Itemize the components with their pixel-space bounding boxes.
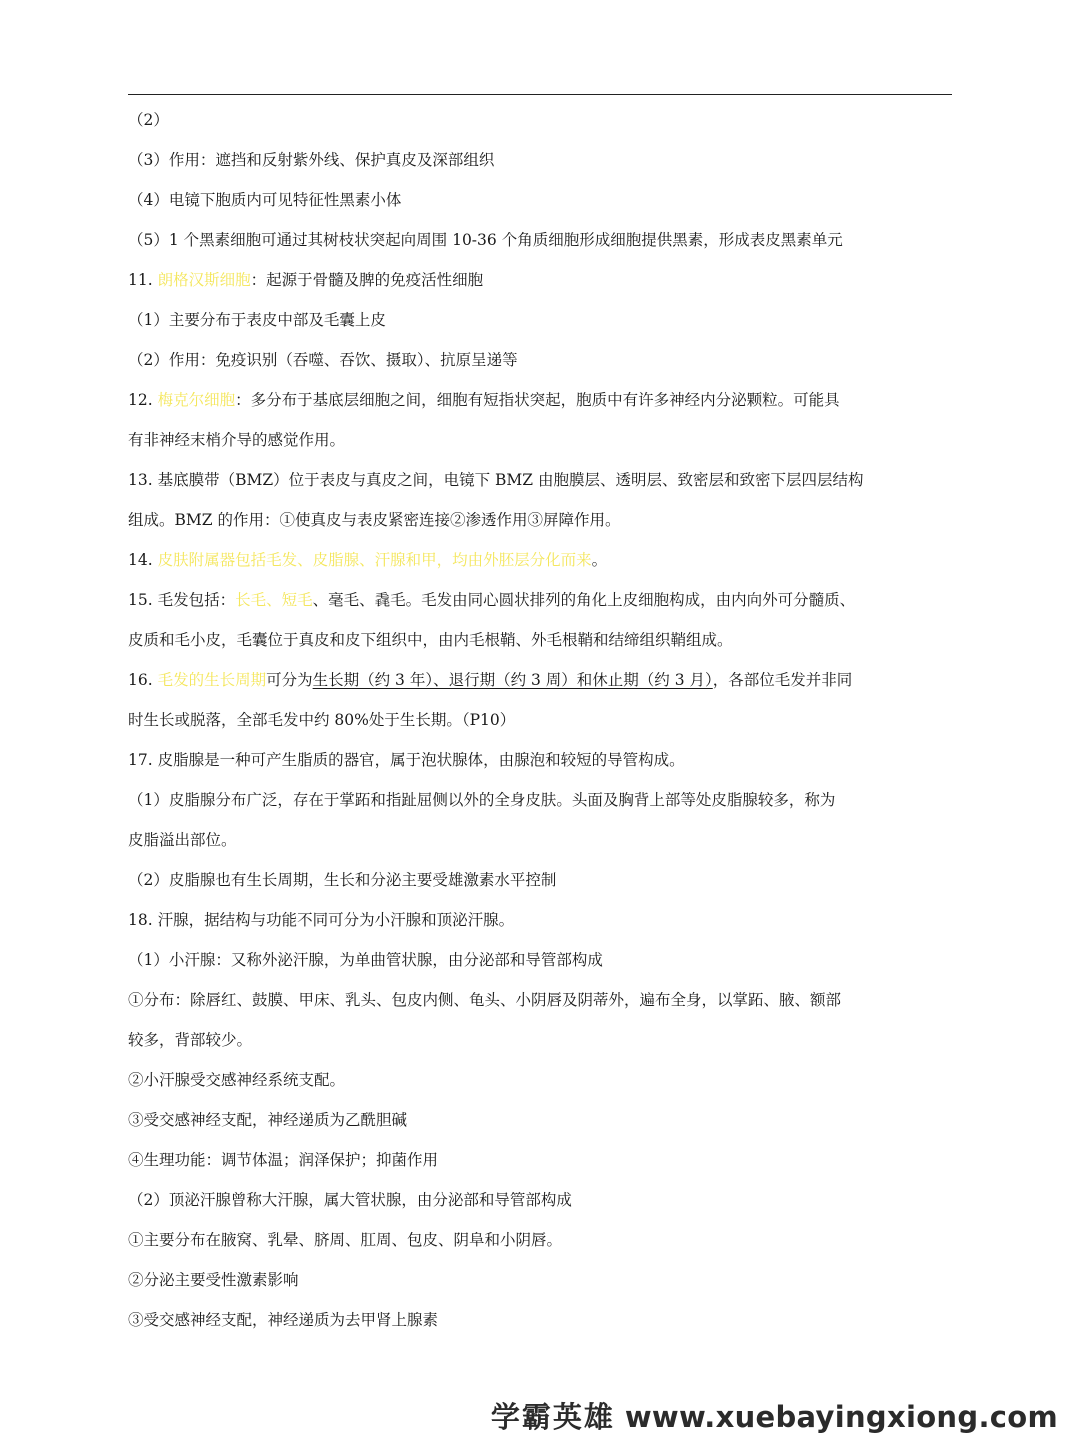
line-11: 组成。BMZ 的作用：①使真皮与表皮紧密连接②渗透作用③屏障作用。	[128, 511, 621, 529]
line-31: ③受交感神经支配，神经递质为去甲肾上腺素	[128, 1311, 439, 1329]
line-18: （1）皮脂腺分布广泛，存在于掌跖和指趾屈侧以外的全身皮肤。头面及胸背上部等处皮脂腺较多，称为	[128, 791, 836, 809]
line-7: （2）作用：免疫识别（吞噬、吞饮、摄取）、抗原呈递等	[128, 351, 518, 369]
line-24: 较多，背部较少。	[128, 1031, 253, 1049]
line-29: ①主要分布在腋窝、乳晕、脐周、肛周、包皮、阴阜和小阴唇。	[128, 1231, 563, 1249]
highlight-term: 朗格汉斯细胞	[157, 271, 251, 289]
line-25: ②小汗腺受交感神经系统支配。	[128, 1071, 346, 1089]
header-rule	[128, 94, 952, 95]
line-3: （4）电镜下胞质内可见特征性黑素小体	[128, 191, 402, 209]
document-body	[128, 100, 952, 1340]
line-6: （1）主要分布于表皮中部及毛囊上皮	[128, 311, 386, 329]
highlight-term: 长毛、短毛	[235, 591, 313, 609]
line-28: （2）顶泌汗腺曾称大汗腺，属大管状腺，由分泌部和导管部构成	[128, 1191, 572, 1209]
line-23: ①分布：除唇红、鼓膜、甲床、乳头、包皮内侧、龟头、小阴唇及阴蒂外，遍布全身，以掌跖、腋、额部	[128, 991, 842, 1009]
highlight-term: 梅克尔细胞	[157, 391, 236, 409]
line-27: ④生理功能：调节体温；润泽保护；抑菌作用	[128, 1151, 439, 1169]
line-12: 14. 皮肤附属器包括毛发、皮脂腺、汗腺和甲，均由外胚层分化而来。	[128, 551, 608, 569]
site-watermark	[491, 1395, 1058, 1436]
line-17: 17. 皮脂腺是一种可产生脂质的器官，属于泡状腺体，由腺泡和较短的导管构成。	[128, 751, 685, 769]
watermark-url: www.xuebayingxiong.com	[624, 1400, 1058, 1434]
line-9: 有非神经末梢介导的感觉作用。	[128, 431, 346, 449]
line-5: 11. 朗格汉斯细胞：起源于骨髓及脾的免疫活性细胞	[128, 271, 484, 289]
line-20: （2）皮脂腺也有生长周期，生长和分泌主要受雄激素水平控制	[128, 871, 557, 889]
line-10: 13. 基底膜带（BMZ）位于表皮与真皮之间，电镜下 BMZ 由胞膜层、透明层、致密层和致密下层四层结构	[128, 471, 864, 489]
highlight-term: 毛发的生长周期	[157, 671, 267, 689]
watermark-brand: 学霸英雄	[490, 1400, 615, 1434]
highlight-term: 皮肤附属器包括毛发、皮脂腺、汗腺和甲，均由外胚层分化而来	[157, 551, 592, 569]
line-13: 15. 毛发包括：长毛、短毛、毫毛、毳毛。毛发由同心圆状排列的角化上皮细胞构成，由内向外可分髓质、	[128, 591, 856, 609]
line-19: 皮脂溢出部位。	[128, 831, 237, 849]
line-22: （1）小汗腺：又称外泌汗腺，为单曲管状腺，由分泌部和导管部构成	[128, 951, 603, 969]
line-2: （3）作用：遮挡和反射紫外线、保护真皮及深部组织	[128, 151, 495, 169]
line-14: 皮质和毛小皮，毛囊位于真皮和皮下组织中，由内毛根鞘、外毛根鞘和结缔组织鞘组成。	[128, 631, 733, 649]
underlined-text: 生长期（约 3 年）、退行期（约 3 周）和休止期（约 3 月）	[312, 671, 713, 689]
line-1: （2）	[128, 111, 169, 129]
line-26: ③受交感神经支配，神经递质为乙酰胆碱	[128, 1111, 408, 1129]
line-30: ②分泌主要受性激素影响	[128, 1271, 299, 1289]
line-15: 16. 毛发的生长周期可分为生长期（约 3 年）、退行期（约 3 周）和休止期（约 3 月），各部位毛发并非同	[128, 671, 853, 689]
line-4: （5）1 个黑素细胞可通过其树枝状突起向周围 10-36 个角质细胞形成细胞提供黑素，形成表皮黑素单元	[128, 231, 843, 249]
line-8: 12. 梅克尔细胞：多分布于基底层细胞之间，细胞有短指状突起，胞质中有许多神经内分泌颗粒。可能具	[128, 391, 840, 409]
line-21: 18. 汗腺，据结构与功能不同可分为小汗腺和顶泌汗腺。	[128, 911, 515, 929]
line-16: 时生长或脱落，全部毛发中约 80%处于生长期。（P10）	[128, 711, 516, 729]
